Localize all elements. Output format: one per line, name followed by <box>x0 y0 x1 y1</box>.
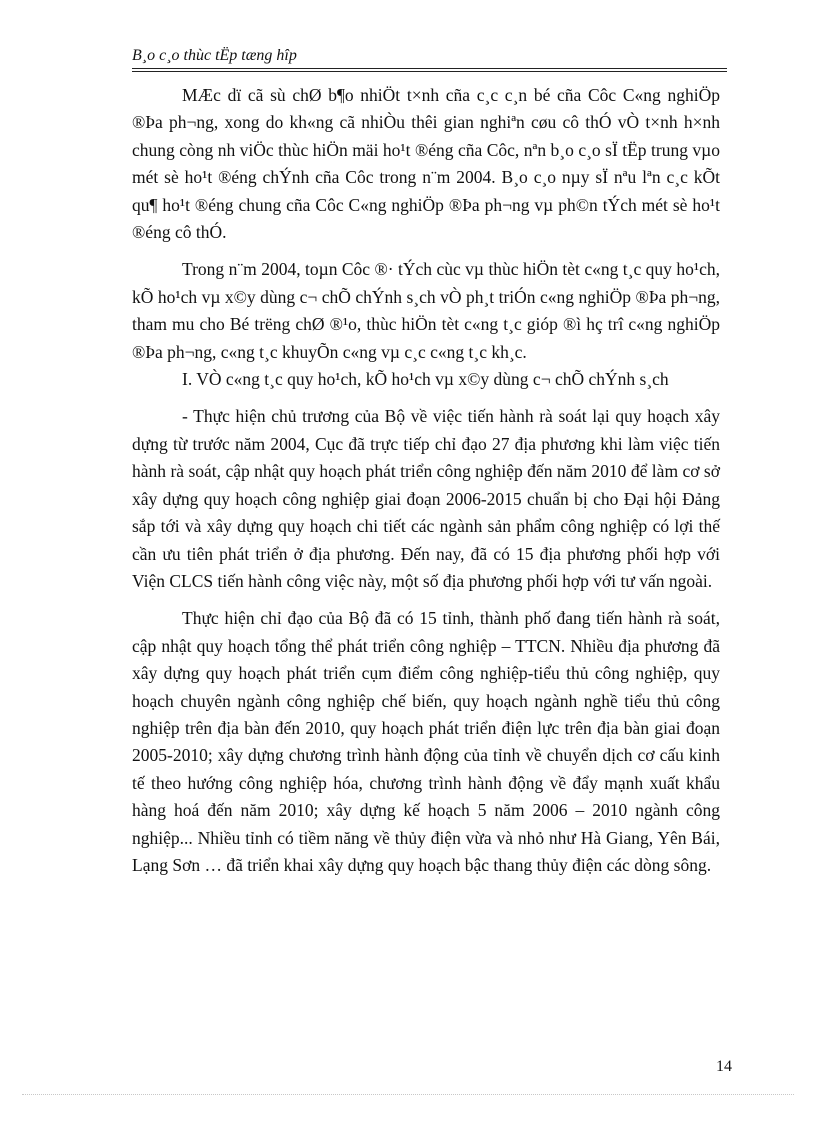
header-rule-double <box>132 71 727 72</box>
document-body <box>132 82 720 879</box>
page-bottom-border <box>22 1094 794 1095</box>
paragraph-overview: Trong n¨m 2004, toµn Côc ®· tÝch cùc vµ thùc hiÖn tèt c«ng t¸c quy ho¹ch, kÕ ho¹ch vµ x©y dùng c¬ chÕ chÝnh s¸ch vÒ ph¸t triÓn c«ng nghiÖp ®Þa ph¬ng, tham mu cho Bé trëng chØ ®¹o, thùc hiÖn tèt c«ng t¸c gióp ®ì hç trî c«ng nghiÖp ®Þa ph¬ng, c«ng t¸c khuyÕn c«ng vµ c¸c c«ng t¸c kh¸c. <box>132 259 720 362</box>
page-number: 14 <box>716 1058 732 1075</box>
section-heading: I. VÒ c«ng t¸c quy ho¹ch, kÕ ho¹ch vµ x©y dùng c¬ chÕ chÝnh s¸ch <box>182 369 669 390</box>
header-title: B¸o c¸o thùc tËp tæng hîp <box>132 47 297 64</box>
header-rule <box>132 68 727 69</box>
paragraph-intro: MÆc dï cã sù chØ b¶o nhiÖt t×nh cña c¸c c¸n bé cña Côc C«ng nghiÖp ®Þa ph¬ng, xong do kh«ng cã nhiÒu thêi gian nghiªn cøu cô thÓ vÒ t×nh h×nh chung còng nh viÖc thùc hiÖn mäi ho¹t ®éng cña Côc, nªn b¸o c¸o sÏ tËp trung vµo mét sè ho¹t ®éng chÝnh cña Côc trong n¨m 2004. B¸o c¸o nµy sÏ nªu lªn c¸c kÕt qu¶ ho¹t ®éng chung cña Côc C«ng nghiÖp ®Þa ph¬ng vµ ph©n tÝch mét sè ho¹t ®éng cô thÓ. <box>132 85 720 243</box>
page-header <box>132 47 727 69</box>
paragraph-provinces: Thực hiện chỉ đạo của Bộ đã có 15 tỉnh, thành phố đang tiến hành rà soát, cập nhật quy hoạch tổng thể phát triển công nghiệp – TTCN. Nhiều địa phương đã xây dựng quy hoạch phát triển cụm điểm công nghiệp-tiểu thủ công nghiệp, quy hoạch chuyên ngành công nghiệp chế biến, quy hoạch ngành nghề tiểu thủ công nghiệp trên địa bàn đến 2010, quy hoạch phát triển điện lực trên địa bàn giai đoạn 2005-2010; xây dựng chương trình hành động của tỉnh về chuyển dịch cơ cấu kinh tế theo hướng công nghiệp hóa, chương trình hành động về đẩy mạnh xuất khẩu hàng hoá đến năm 2010; xây dựng kế hoạch 5 năm 2006 – 2010 ngành công nghiệp... Nhiều tỉnh có tiềm năng về thủy điện vừa và nhỏ như Hà Giang, Yên Bái, Lạng Sơn … đã triển khai xây dựng quy hoạch bậc thang thủy điện các dòng sông. <box>132 608 720 875</box>
paragraph-planning-review: - Thực hiện chủ trương của Bộ về việc tiến hành rà soát lại quy hoạch xây dựng từ trước năm 2004, Cục đã trực tiếp chỉ đạo 27 địa phương khi làm việc tiến hành rà soát, cập nhật quy hoạch phát triển công nghiệp đến năm 2010 để làm cơ sở xây dựng quy hoạch công nghiệp giai đoạn 2006-2015 chuẩn bị cho Đại hội Đảng sắp tới và xây dựng quy hoạch chi tiết các ngành sản phẩm công nghiệp có lợi thế cần ưu tiên phát triển ở địa phương. Đến nay, đã có 15 địa phương phối hợp với Viện CLCS tiến hành công việc này, một số địa phương phối hợp với tư vấn ngoài. <box>132 406 720 591</box>
